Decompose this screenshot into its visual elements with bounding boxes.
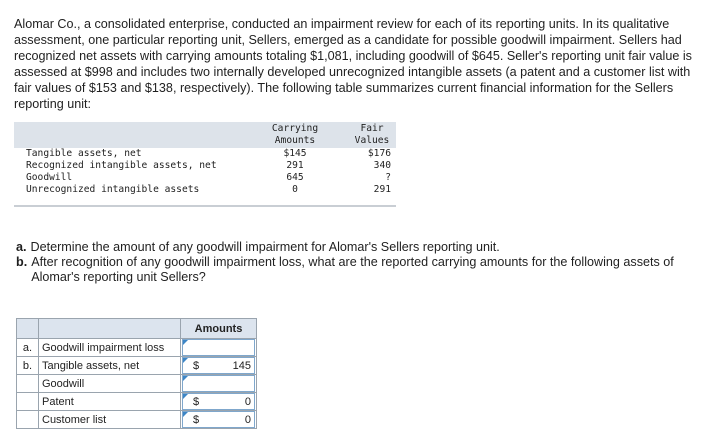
carrying-amount: $145 <box>283 148 307 159</box>
input-value: 0 <box>244 396 251 408</box>
table-row <box>14 184 396 196</box>
amount-cell <box>181 357 257 375</box>
table-bottom-rule <box>14 205 396 207</box>
row-letter: b. <box>17 357 39 375</box>
table-header-band <box>14 122 396 148</box>
amount-cell <box>181 411 257 429</box>
header-blank <box>39 319 181 339</box>
carrying-amount: 645 <box>286 172 304 183</box>
answer-row-patent <box>17 393 257 411</box>
amounts-header: Amounts <box>181 319 257 339</box>
tangible-assets-input[interactable] <box>182 357 255 374</box>
header-line: Values <box>354 135 390 146</box>
row-label: Recognized intangible assets, net <box>26 160 217 171</box>
amount-cell <box>181 393 257 411</box>
input-marker-icon <box>183 376 188 381</box>
row-label: Customer list <box>39 411 181 429</box>
table-row <box>14 148 396 160</box>
row-letter <box>17 375 39 393</box>
answer-row-goodwill-impairment-loss <box>17 339 257 357</box>
amount-cell <box>181 375 257 393</box>
input-value: 0 <box>244 414 251 426</box>
question-letter: b. <box>16 255 28 269</box>
answer-row-tangible-assets <box>17 357 257 375</box>
question-text: Determine the amount of any goodwill impairment for Alomar's Sellers reporting unit. <box>30 240 500 254</box>
patent-input[interactable] <box>182 393 255 410</box>
row-label: Tangible assets, net <box>26 148 142 159</box>
row-label: Patent <box>39 393 181 411</box>
answer-row-goodwill <box>17 375 257 393</box>
questions <box>16 240 706 285</box>
input-marker-icon <box>183 340 188 345</box>
fair-value: ? <box>385 172 391 183</box>
row-label: Goodwill <box>39 375 181 393</box>
fair-values-header <box>349 123 395 147</box>
carrying-amount: 291 <box>286 160 304 171</box>
header-blank <box>17 319 39 339</box>
input-marker-icon <box>183 412 188 417</box>
header-line: Fair <box>360 123 384 134</box>
row-letter <box>17 393 39 411</box>
currency-symbol: $ <box>193 396 200 408</box>
question-text: After recognition of any goodwill impairment loss, what are the reported carrying amounts for the following assets of Alomar's reporting unit Sellers? <box>31 255 674 284</box>
input-marker-icon <box>183 394 188 399</box>
currency-symbol: $ <box>193 360 200 372</box>
answer-table <box>16 318 257 429</box>
answer-row-customer-list <box>17 411 257 429</box>
header-line: Carrying <box>271 123 319 134</box>
goodwill-input[interactable] <box>182 375 255 392</box>
table-row <box>14 160 396 172</box>
amount-cell <box>181 339 257 357</box>
table-row <box>14 172 396 184</box>
goodwill-impairment-loss-input[interactable] <box>182 339 255 356</box>
row-label: Goodwill impairment loss <box>39 339 181 357</box>
customer-list-input[interactable] <box>182 411 255 428</box>
question-b <box>16 255 706 285</box>
carrying-amounts-header <box>261 123 329 147</box>
row-letter <box>17 411 39 429</box>
row-label: Tangible assets, net <box>39 357 181 375</box>
input-value: 145 <box>232 360 251 372</box>
problem-statement: Alomar Co., a consolidated enterprise, conducted an impairment review for each of its reporting units. In its qualitative assessment, one particular reporting unit, Sellers, emerged as a candidate for possible goodwill impairment. Sellers had recognized net assets with carrying amounts totaling $1,081, including goodwill of $645. Seller's reporting unit fair value is assessed at $998 and includes two internally developed unrecognized intangible assets (a patent and a customer list with fair values of $153 and $138, respectively). The following table summarizes current financial information for the Sellers reporting unit: <box>14 17 692 111</box>
currency-symbol: $ <box>193 414 200 426</box>
question-letter: a. <box>16 240 27 254</box>
fair-value: $176 <box>367 148 391 159</box>
fair-value: 291 <box>373 184 391 195</box>
fair-value: 340 <box>373 160 391 171</box>
row-label: Unrecognized intangible assets <box>26 184 200 195</box>
row-letter: a. <box>17 339 39 357</box>
question-a <box>16 240 706 255</box>
input-marker-icon <box>183 358 188 363</box>
row-label: Goodwill <box>26 172 73 183</box>
answer-table-header <box>17 319 257 339</box>
header-line: Amounts <box>274 135 316 146</box>
carrying-amount: 0 <box>292 184 298 195</box>
